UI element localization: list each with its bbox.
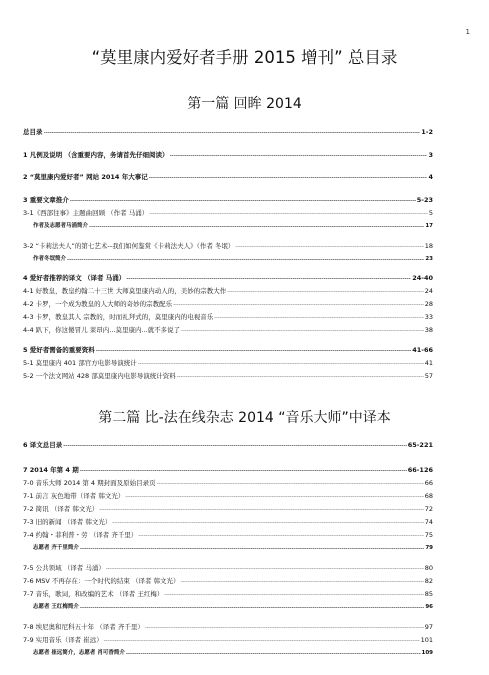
toc-entry-page: 38 bbox=[424, 326, 433, 334]
toc-entry bbox=[23, 299, 433, 309]
toc-entry bbox=[23, 478, 433, 488]
toc-entry-page: 68 bbox=[424, 492, 433, 500]
toc-entry-title: 作者及志愿者马涌简介 bbox=[33, 223, 89, 229]
toc-entry-page: 80 bbox=[424, 564, 433, 572]
toc-entry bbox=[23, 648, 433, 658]
toc-leader-dots bbox=[227, 288, 423, 296]
toc-entry-title: 7-2 简讯 （译者 韩文光） bbox=[23, 505, 99, 513]
toc-leader-dots bbox=[80, 604, 424, 612]
toc-leader-dots bbox=[99, 506, 423, 514]
toc-entry-page: 79 bbox=[425, 545, 433, 551]
toc-leader-dots bbox=[235, 243, 423, 251]
toc-entry-title: 2 “莫里康内爱好者” 网站 2014 年大事记 bbox=[23, 173, 148, 181]
toc-entry-title: 7-1 前言 灰色地带（译者 韩文光） bbox=[23, 492, 125, 500]
toc-entry-title: 志愿者 崔远简介，志愿者 肖可香简介 bbox=[33, 650, 125, 656]
toc-entry-title: 6 译文总目录 bbox=[23, 441, 63, 449]
toc-entry bbox=[23, 576, 433, 586]
toc-entry-title: 1 凡例及说明 （含重要内容，务请首先仔细阅读） bbox=[23, 151, 169, 159]
toc-leader-dots bbox=[96, 347, 411, 355]
toc-entry bbox=[23, 358, 433, 368]
toc-entry bbox=[23, 254, 433, 264]
toc-entry bbox=[23, 504, 433, 514]
toc-leader-dots bbox=[149, 174, 428, 182]
toc-entry bbox=[23, 172, 433, 182]
toc-entry-page: 41 bbox=[424, 359, 433, 367]
toc-entry-title: 5-1 莫里康内 401 部官方电影导演统计 bbox=[23, 359, 137, 367]
toc-leader-dots bbox=[138, 360, 424, 368]
toc-entry bbox=[23, 491, 433, 501]
toc-entry-title: 志愿者 齐千里简介 bbox=[33, 545, 79, 551]
toc-entry-title: 4-3 卡罗，教皇其人 宗教的，时而礼拜式的，莫里康内的电视音乐 bbox=[23, 313, 214, 321]
toc-leader-dots bbox=[177, 373, 424, 381]
toc-entry bbox=[23, 273, 433, 283]
toc-entry-page: 72 bbox=[424, 505, 433, 513]
toc-entry-page: 5-23 bbox=[416, 196, 433, 204]
toc-entry-title: 3 重要文章推介 bbox=[23, 196, 69, 204]
toc-entry bbox=[23, 312, 433, 322]
toc-entry-page: 3 bbox=[428, 151, 433, 159]
toc-entry bbox=[23, 150, 433, 160]
toc-entry-title: 4-4 趴下，你这傻冒儿 莱昂内...莫里康内...就不多说了 bbox=[23, 326, 181, 334]
toc-entry-title: 7-8 埃尼奥和尼科五十年 （译者 齐千里） bbox=[23, 623, 144, 631]
toc-entry-page: 1-2 bbox=[421, 128, 433, 136]
part2-heading: 第二篇 比-法在线杂志 2014 “音乐大师”中译本 bbox=[98, 410, 391, 426]
document-title: “莫里康内爱好者手册 2015 增刊” 总目录 bbox=[91, 48, 398, 67]
toc-entry-page: 17 bbox=[425, 223, 433, 229]
toc-entry bbox=[23, 517, 433, 527]
toc-leader-dots bbox=[164, 591, 423, 599]
page-number: 1 bbox=[465, 28, 470, 36]
toc-entry bbox=[23, 325, 433, 335]
toc-entry-title: 作者冬氓简介 bbox=[33, 256, 67, 262]
toc-entry-page: 109 bbox=[421, 650, 433, 656]
toc-entry-page: 41-66 bbox=[412, 346, 433, 354]
toc-leader-dots bbox=[214, 314, 423, 322]
toc-leader-dots bbox=[126, 275, 411, 283]
toc-entry-title: 5-2 一个法文网站 428 部莫里康内电影导演统计资料 bbox=[23, 372, 176, 380]
toc-entry bbox=[23, 345, 433, 355]
toc-leader-dots bbox=[126, 650, 421, 658]
toc-entry bbox=[23, 440, 433, 450]
toc-leader-dots bbox=[125, 493, 423, 501]
toc-entry-page: 18 bbox=[424, 242, 433, 250]
toc-entry-title: 3-2 “卡莉法夫人”的第七艺术--我们如何鉴赏《卡莉法夫人》（作者 冬氓） bbox=[23, 242, 235, 250]
toc-entry-title: 4-2 卡罗，一个成为教皇的人大师的奇妙的宗教配乐 bbox=[23, 300, 173, 308]
toc-leader-dots bbox=[89, 223, 424, 231]
toc-leader-dots bbox=[170, 152, 428, 160]
toc-entry bbox=[23, 543, 433, 553]
toc-entry bbox=[23, 221, 433, 231]
toc-entry-page: 85 bbox=[424, 590, 433, 598]
toc-leader-dots bbox=[44, 129, 421, 137]
toc-entry-title: 7-7 音乐，歌词，和改编的艺术 （译者 王红梅） bbox=[23, 590, 164, 598]
toc-entry-title: 总目录 bbox=[23, 128, 43, 136]
toc-entry-title: 7 2014 年第 4 期 bbox=[23, 466, 79, 474]
toc-entry-page: 28 bbox=[424, 300, 433, 308]
toc-entry bbox=[23, 465, 433, 475]
toc-entry bbox=[23, 635, 433, 645]
toc-leader-dots bbox=[145, 624, 424, 632]
toc-leader-dots bbox=[104, 637, 420, 645]
toc-entry bbox=[23, 371, 433, 381]
toc-entry-title: 7-5 公共领域 （译者 马涌） bbox=[23, 564, 105, 572]
toc-entry-page: 101 bbox=[420, 636, 433, 644]
toc-entry-title: 7-4 约翰・菲利普・劳 （译者 齐千里） bbox=[23, 531, 138, 539]
toc-leader-dots bbox=[181, 327, 424, 335]
toc-leader-dots bbox=[138, 532, 423, 540]
toc-entry-page: 74 bbox=[424, 518, 433, 526]
toc-entry bbox=[23, 286, 433, 296]
toc-entry-title: 7-6 MSV 不再存在：一个时代的结束 （译者 韩文光） bbox=[23, 577, 180, 585]
toc-leader-dots bbox=[112, 519, 423, 527]
toc-entry-page: 96 bbox=[425, 604, 433, 610]
toc-entry bbox=[23, 602, 433, 612]
toc-entry-page: 5 bbox=[428, 209, 433, 217]
toc-entry-page: 66-126 bbox=[407, 466, 433, 474]
toc-entry bbox=[23, 589, 433, 599]
toc-entry bbox=[23, 563, 433, 573]
toc-leader-dots bbox=[70, 197, 416, 205]
toc-entry-title: 7-0 音乐大师 2014 第 4 期封面及原始目录页 bbox=[23, 479, 156, 487]
toc-leader-dots bbox=[173, 301, 424, 309]
toc-entry bbox=[23, 241, 433, 251]
toc-leader-dots bbox=[80, 545, 424, 553]
toc-entry-page: 24 bbox=[424, 287, 433, 295]
toc-entry-title: 7-9 实用音乐（译者 崔远） bbox=[23, 636, 103, 644]
toc-leader-dots bbox=[63, 442, 406, 450]
toc-entry-title: 4-1 好教皇，教皇约翰二十三世 大师莫里康内动人的，美妙的宗教大作 bbox=[23, 287, 227, 295]
toc-entry-page: 23 bbox=[425, 256, 433, 262]
toc-entry-page: 75 bbox=[424, 531, 433, 539]
toc-leader-dots bbox=[181, 578, 424, 586]
part1-heading: 第一篇 回眸 2014 bbox=[187, 96, 302, 112]
toc-leader-dots bbox=[67, 256, 424, 264]
toc-entry-page: 24-40 bbox=[412, 274, 433, 282]
toc-entry-title: 3-1《西部往事》主题曲回顾 （作者 马涌） bbox=[23, 209, 149, 217]
toc-entry-title: 5 爱好者需备的重要资料 bbox=[23, 346, 95, 354]
toc-entry-page: 97 bbox=[424, 623, 433, 631]
toc-entry-title: 4 爱好者推荐的译文 （译者 马涌） bbox=[23, 274, 126, 282]
toc-entry-page: 33 bbox=[424, 313, 433, 321]
toc-leader-dots bbox=[157, 480, 424, 488]
toc-entry bbox=[23, 530, 433, 540]
toc-entry-page: 57 bbox=[424, 372, 433, 380]
toc-entry bbox=[23, 208, 433, 218]
toc-entry-title: 7-3 旧的新闻 （译者 韩文光） bbox=[23, 518, 112, 526]
toc-entry bbox=[23, 622, 433, 632]
toc-entry-page: 66 bbox=[424, 479, 433, 487]
toc-leader-dots bbox=[106, 565, 424, 573]
toc-entry bbox=[23, 127, 433, 137]
toc-entry-title: 志愿者 王红梅简介 bbox=[33, 604, 79, 610]
toc-entry-page: 82 bbox=[424, 577, 433, 585]
toc-entry-page: 65-221 bbox=[407, 441, 433, 449]
toc-leader-dots bbox=[80, 467, 407, 475]
toc-leader-dots bbox=[149, 210, 428, 218]
toc-entry-page: 4 bbox=[428, 173, 433, 181]
toc-entry bbox=[23, 195, 433, 205]
